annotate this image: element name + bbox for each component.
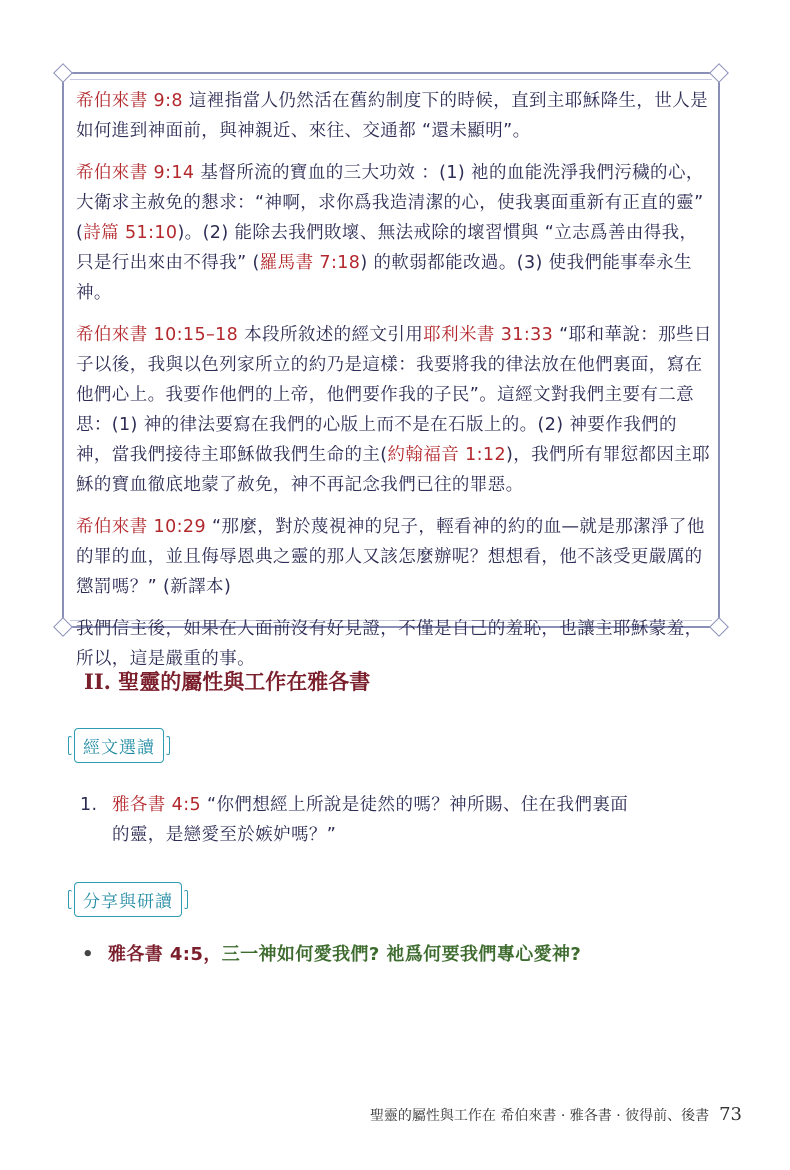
scripture-reference: 希伯來書 9:14 <box>76 163 195 183</box>
paragraph-text: “那麼，對於蔑視神的兒子，輕看神的約的血—就是那潔淨了他的罪的血，並且侮辱恩典之靈的那人又該怎麼辦呢？想想看，他不該受更嚴厲的懲罰嗎？” (新譯本) <box>76 517 705 597</box>
item-number: 1. <box>80 795 98 815</box>
paragraph-text: )，我們所有罪愆都因主耶穌的寶血徹底地蒙了赦免，神不再記念我們已往的罪惡。 <box>76 445 711 495</box>
commentary-content <box>76 86 712 686</box>
frame-corner-ornament <box>709 617 729 637</box>
paragraph-text: 我們信主後，如果在人面前沒有好見證，不僅是自己的羞恥，也讓主耶穌蒙羞，所以，這是嚴重的事。 <box>76 619 703 669</box>
paragraph-text: “耶和華說：那些日子以後，我與以色列家所立的約乃是這樣：我要將我的律法放在他們裏面，寫在他們心上。我要作他們的上帝，他們要作我的子民”。這經文對我們主要有二意思：(1) 神的律法要寫在我們的心版上而不是在石版上的。(2) 神要作我們的神，當我們接待主耶穌做我們生命的主( <box>76 325 712 465</box>
scripture-reference: 希伯來書 10:29 <box>76 517 206 537</box>
scripture-reading-item <box>80 790 730 850</box>
commentary-paragraph <box>76 614 712 674</box>
page-footer <box>370 1104 742 1125</box>
reading-label: 經文選讀 <box>74 728 164 763</box>
commentary-paragraph <box>76 320 712 500</box>
scripture-reference: 耶利米書 31:33 <box>423 325 554 345</box>
reading-text-continuation: 的靈，是戀愛至於嫉妒嗎？” <box>112 825 337 845</box>
discussion-question <box>82 940 581 966</box>
paragraph-text: )。(2) 能除去我們敗壞、無法戒除的壞習慣與 “立志爲善由得我，只是行出來由不得我” ( <box>76 223 698 273</box>
commentary-paragraph <box>76 512 712 602</box>
section-heading: II. 聖靈的屬性與工作在雅各書 <box>84 669 371 694</box>
question-text: 三一神如何愛我們? 祂爲何要我們專心愛神? <box>221 944 582 965</box>
scripture-reference: 約翰福音 1:12 <box>387 445 506 465</box>
commentary-paragraph <box>76 158 712 308</box>
commentary-paragraph <box>76 86 712 146</box>
scripture-reference: 詩篇 51:10 <box>83 223 178 243</box>
paragraph-text: 本段所敘述的經文引用 <box>238 325 424 345</box>
scripture-reference: 雅各書 4:5， <box>108 944 222 965</box>
frame-top-rule <box>70 79 712 80</box>
share-study-label: 分享與研讀 <box>74 882 182 917</box>
scripture-reference: 希伯來書 9:8 <box>76 91 183 111</box>
frame-corner-ornament <box>709 63 729 83</box>
bullet-icon: • <box>82 944 94 965</box>
paragraph-text: 基督所流的寶血的三大功效 ：(1) 祂的血能洗淨我們污穢的心，大衛求主赦免的懇求：“神啊，求你爲我造清潔的心，使我裏面重新有正直的靈” ( <box>76 163 704 243</box>
scripture-reference: 雅各書 4:5 <box>112 795 202 815</box>
page-number: 73 <box>719 1104 742 1125</box>
scripture-reference: 羅馬書 7:18 <box>259 253 361 273</box>
running-title: 聖靈的屬性與工作在 希伯來書 · 雅各書 · 彼得前、後書 <box>369 1108 710 1124</box>
paragraph-text: ) 的軟弱都能改過。(3) 使我們能事奉永生神。 <box>76 253 692 303</box>
paragraph-text: 這裡指當人仍然活在舊約制度下的時候，直到主耶穌降生，世人是如何進到神面前，與神親近、來往、交通都 “還未顯明”。 <box>76 91 708 141</box>
scripture-reference: 希伯來書 10:15–18 <box>76 325 239 345</box>
reading-text: “你們想經上所說是徒然的嗎？神所賜、住在我們裏面 <box>201 795 629 815</box>
